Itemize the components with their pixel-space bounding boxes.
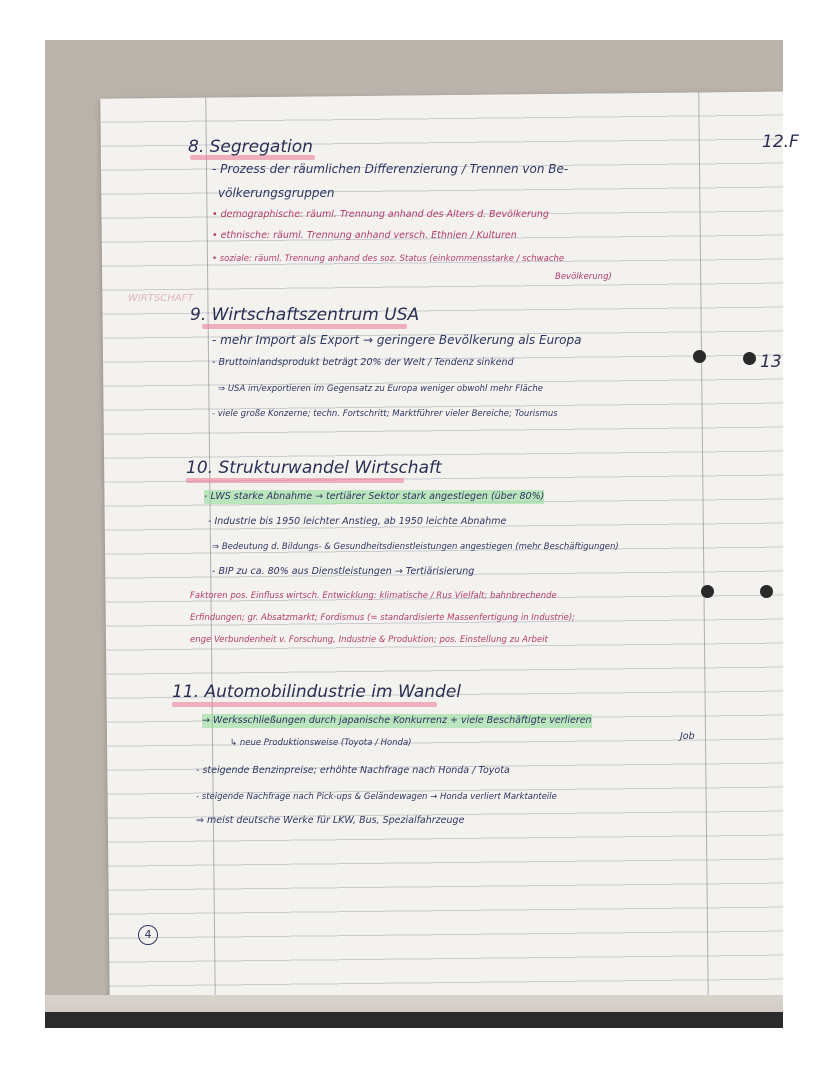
- margin-note: WIRTSCHAFT: [128, 293, 194, 304]
- section-10-line: - Industrie bis 1950 leichter Anstieg, ab 1950 leichte Abnahme: [208, 516, 507, 527]
- section-11-line: - steigende Benzinpreise; erhöhte Nachfrage nach Honda / Toyota: [196, 765, 510, 776]
- section-9-heading: 9. Wirtschaftszentrum USA: [190, 305, 420, 325]
- section-8-heading: 8. Segregation: [188, 137, 313, 157]
- section-11-line: → Werksschließungen durch japanische Konkurrenz + viele Beschäftigte verlieren: [202, 715, 592, 726]
- section-11-line: ↳ neue Produktionsweise (Toyota / Honda): [230, 738, 412, 748]
- section-10-line: - BIP zu ca. 80% aus Dienstleistungen → Tertiärisierung: [212, 566, 475, 577]
- section-9-line: - mehr Import als Export → geringere Bevölkerung als Europa: [212, 333, 582, 347]
- heading-underline: [172, 702, 437, 707]
- section-9-line: - viele große Konzerne; techn. Fortschritt; Marktführer vieler Bereiche; Tourismus: [212, 409, 558, 419]
- right-page-label-mid: 13: [760, 352, 782, 372]
- page-number: 4: [138, 925, 158, 945]
- section-10-line: enge Verbundenheit v. Forschung, Industrie & Produktion; pos. Einstellung zu Arbeit: [190, 635, 548, 645]
- section-8-line: Bevölkerung): [555, 272, 612, 282]
- section-8-line: völkerungsgruppen: [218, 186, 335, 200]
- section-10-heading: 10. Strukturwandel Wirtschaft: [186, 458, 442, 478]
- section-11-heading: 11. Automobilindustrie im Wandel: [172, 682, 461, 702]
- section-10-line: - LWS starke Abnahme → tertiärer Sektor stark angestiegen (über 80%): [204, 491, 545, 502]
- section-10-line: ⇒ Bedeutung d. Bildungs- & Gesundheitsdienstleistungen angestiegen (mehr Beschäftigungen): [212, 542, 619, 552]
- section-11-line: - steigende Nachfrage nach Pick-ups & Geländewagen → Honda verliert Marktanteile: [196, 792, 557, 802]
- section-8-line: - Prozess der räumlichen Differenzierung / Trennen von Be-: [212, 162, 569, 176]
- section-10-line: Faktoren pos. Einfluss wirtsch. Entwicklung: klimatische / Rus Vielfalt; bahnbrechende: [190, 591, 557, 601]
- section-9-line: - Bruttoinlandsprodukt beträgt 20% der Welt / Tendenz sinkend: [212, 357, 514, 368]
- section-11-line: Job: [680, 731, 695, 742]
- heading-underline: [186, 478, 404, 483]
- section-9-line: ⇒ USA im/exportieren im Gegensatz zu Europa weniger obwohl mehr Fläche: [218, 384, 543, 394]
- section-8-line: • demographische: räuml. Trennung anhand des Alters d. Bevölkerung: [212, 209, 549, 220]
- section-11-line: ⇒ meist deutsche Werke für LKW, Bus, Spezialfahrzeuge: [196, 815, 465, 826]
- section-8-line: • ethnische: räuml. Trennung anhand versch. Ethnien / Kulturen: [212, 230, 517, 241]
- right-page-label-top: 12.F: [762, 132, 799, 152]
- section-10-line: Erfindungen; gr. Absatzmarkt; Fordismus (= standardisierte Massenfertigung in Industrie);: [190, 613, 575, 623]
- section-8-line: • soziale: räuml. Trennung anhand des soz. Status (einkommensstarke / schwache: [212, 254, 565, 264]
